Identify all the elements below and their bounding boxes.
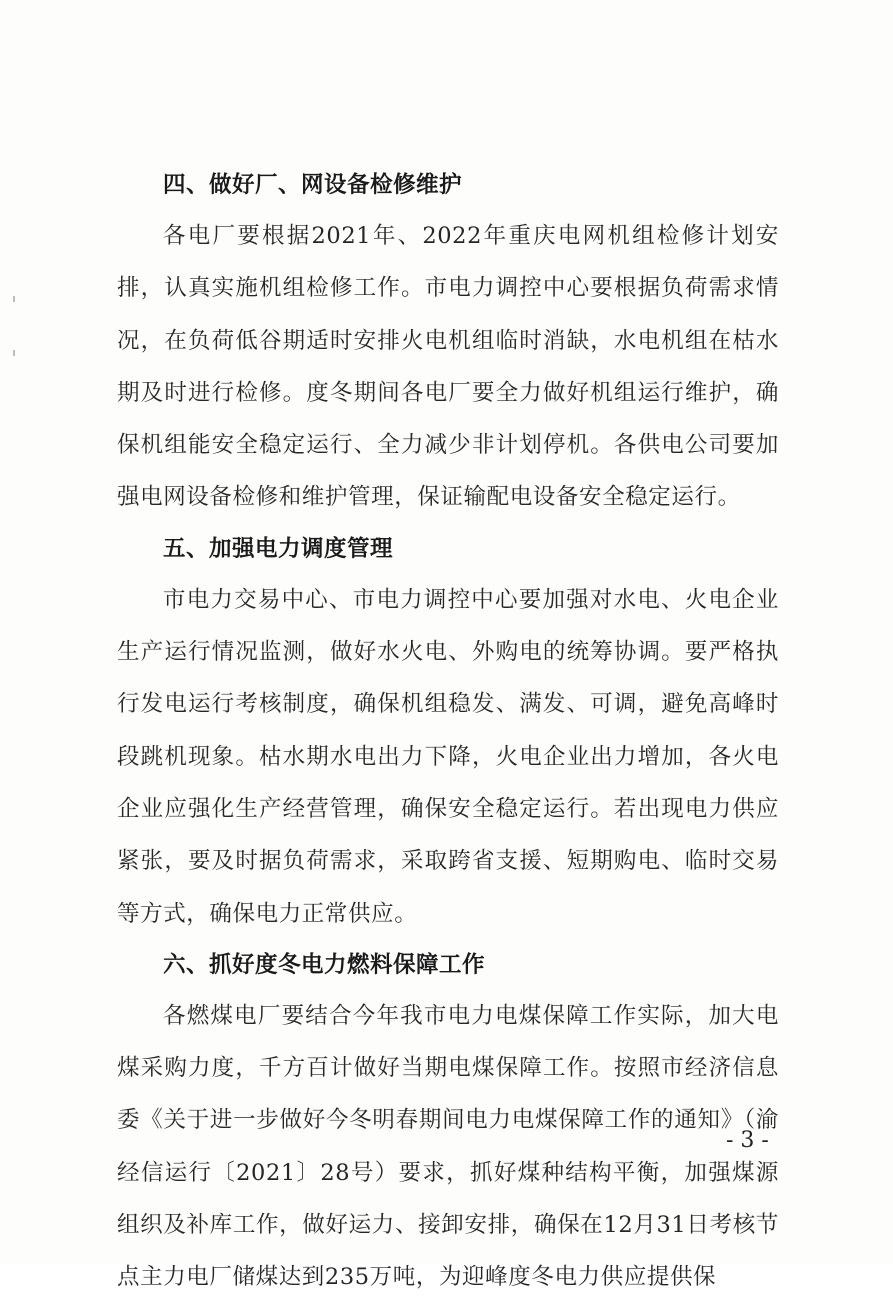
section-paragraph-6: 各燃煤电厂要结合今年我市电力电煤保障工作实际，加大电煤采购力度，千方百计做好当期电煤保障工作。按照市经济信息委《关于进一步做好今冬明春期间电力电煤保障工作的通知》（渝经信运行〔2021〕28号）要求，抓好煤种结构平衡，加强煤源组织及补库工作，做好运力、接卸安排，确保在12月31日考核节点主力电厂储煤达到235万吨，为迎峰度冬电力供应提供保: [117, 1002, 779, 1291]
section-heading-4: 四、做好厂、网设备检修维护: [163, 172, 463, 198]
section-heading-6: 六、抓好度冬电力燃料保障工作: [163, 951, 486, 978]
section-paragraph-5: 市电力交易中心、市电力调控中心要加强对水电、火电企业生产运行情况监测，做好水火电、外购电的统筹协调。要严格执行发电运行考核制度，确保机组稳发、满发、可调，避免高峰时段跳机现象。枯水期水电出力下降，火电企业出力增加，各火电企业应强化生产经营管理，确保安全稳定运行。若出现电力供应紧张，要及时据负荷需求，采取跨省支援、短期购电、临时交易等方式，确保电力正常供应。: [117, 586, 779, 927]
document-body: [117, 160, 779, 1304]
section-paragraph-4: 各电厂要根据2021年、2022年重庆电网机组检修计划安排，认真实施机组检修工作。市电力调控中心要根据负荷需求情况，在负荷低谷期适时安排火电机组临时消缺，水电机组在枯水期及时进行检修。度冬期间各电厂要全力做好机组运行维护，确保机组能安全稳定运行、全力减少非计划停机。各供电公司要加强电网设备检修和维护管理，保证输配电设备安全稳定运行。: [117, 223, 779, 511]
page-number: - 3 -: [726, 1128, 769, 1153]
section-heading-5: 五、加强电力调度管理: [163, 535, 394, 562]
scan-mark: [13, 296, 15, 302]
scan-mark: [13, 350, 15, 356]
